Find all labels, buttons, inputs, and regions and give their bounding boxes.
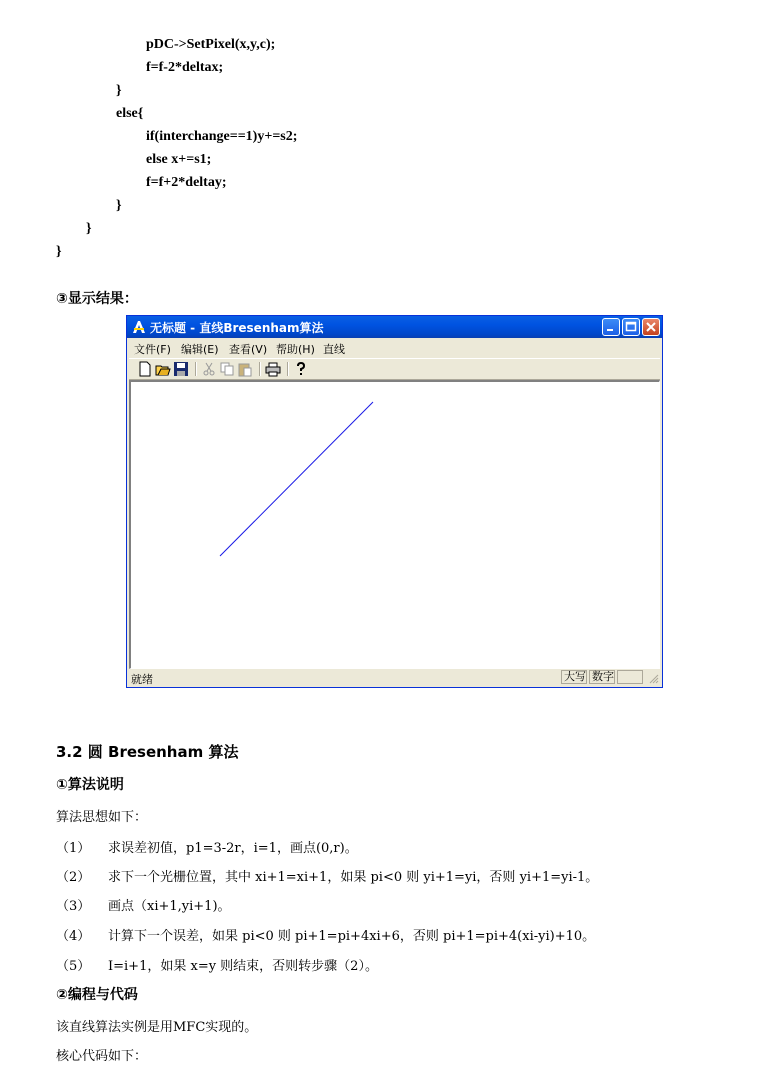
window-title: 无标题 - 直线Bresenham算法 (150, 321, 324, 335)
code-line: f=f+2*deltay; (146, 175, 227, 190)
status-text: 就绪 (131, 673, 153, 686)
toolbar-separator (195, 362, 197, 376)
menu-line[interactable]: 直线 (323, 343, 345, 356)
subheading-algorithm: ①算法说明 (56, 777, 124, 793)
help-icon[interactable] (293, 361, 309, 377)
menu-bar (129, 339, 660, 357)
section-title: 3.2 圆 Bresenham 算法 (56, 743, 239, 761)
step-text: I=i+1，如果 x=y 则结束，否则转步骤（2）。 (108, 959, 378, 974)
step-number: （2） (56, 870, 91, 885)
subheading-code: ②编程与代码 (56, 987, 138, 1003)
paste-icon[interactable] (237, 361, 253, 377)
copy-icon[interactable] (219, 361, 235, 377)
minimize-icon (603, 319, 619, 335)
num-indicator: 数字 (589, 670, 615, 684)
code-line: f=f-2*deltax; (146, 60, 224, 75)
caps-indicator: 大写 (561, 670, 587, 684)
scroll-indicator (617, 670, 643, 684)
drawing-canvas[interactable] (129, 380, 660, 669)
result-heading: ③显示结果： (56, 291, 138, 307)
menu-view[interactable]: 查看(V) (229, 343, 268, 356)
code-line: else{ (116, 106, 144, 121)
impl-text: 该直线算法实例是用MFC实现的。 (56, 1020, 258, 1035)
code-line: pDC->SetPixel(x,y,c); (146, 37, 276, 52)
step-number: （1） (56, 841, 91, 856)
code-line: } (86, 221, 92, 236)
app-icon (131, 319, 147, 335)
code-line: } (116, 83, 122, 98)
code-line: else x+=s1; (146, 152, 212, 167)
step-text: 计算下一个误差，如果 pi<0 则 pi+1=pi+4xi+6，否则 pi+1=pi+4(xi-yi)+10。 (108, 929, 596, 944)
open-icon[interactable] (155, 361, 171, 377)
step-number: （5） (56, 959, 91, 974)
toolbar-separator (259, 362, 261, 376)
menu-file[interactable]: 文件(F) (134, 343, 171, 356)
new-icon[interactable] (137, 361, 153, 377)
step-text: 求下一个光栅位置，其中 xi+1=xi+1，如果 pi<0 则 yi+1=yi，否则 yi+1=yi-1。 (108, 870, 599, 885)
resize-grip-icon[interactable] (647, 672, 659, 684)
toolbar-separator (287, 362, 289, 376)
save-icon[interactable] (173, 361, 189, 377)
intro-text: 算法思想如下： (56, 810, 148, 825)
app-window (126, 315, 663, 688)
status-bar (129, 670, 660, 686)
toolbar (129, 358, 660, 380)
bresenham-line-drawing (131, 382, 659, 668)
code-line: if(interchange==1)y+=s2; (146, 129, 298, 144)
close-button[interactable] (642, 318, 660, 336)
menu-edit[interactable]: 编辑(E) (181, 343, 219, 356)
step-number: （4） (56, 929, 91, 944)
code-line: } (116, 198, 122, 213)
maximize-icon (623, 319, 639, 335)
close-icon (643, 319, 659, 335)
step-text: 求误差初值，p1=3-2r，i=1，画点(0,r)。 (108, 841, 358, 856)
menu-help[interactable]: 帮助(H) (276, 343, 315, 356)
code-line: } (56, 244, 62, 259)
step-number: （3） (56, 899, 91, 914)
print-icon[interactable] (265, 361, 281, 377)
core-code-label: 核心代码如下： (56, 1049, 148, 1064)
minimize-button[interactable] (602, 318, 620, 336)
maximize-button[interactable] (622, 318, 640, 336)
bresenham-line (220, 402, 373, 556)
step-text: 画点（xi+1,yi+1)。 (108, 899, 231, 914)
title-bar[interactable] (127, 316, 662, 338)
cut-icon[interactable] (201, 361, 217, 377)
